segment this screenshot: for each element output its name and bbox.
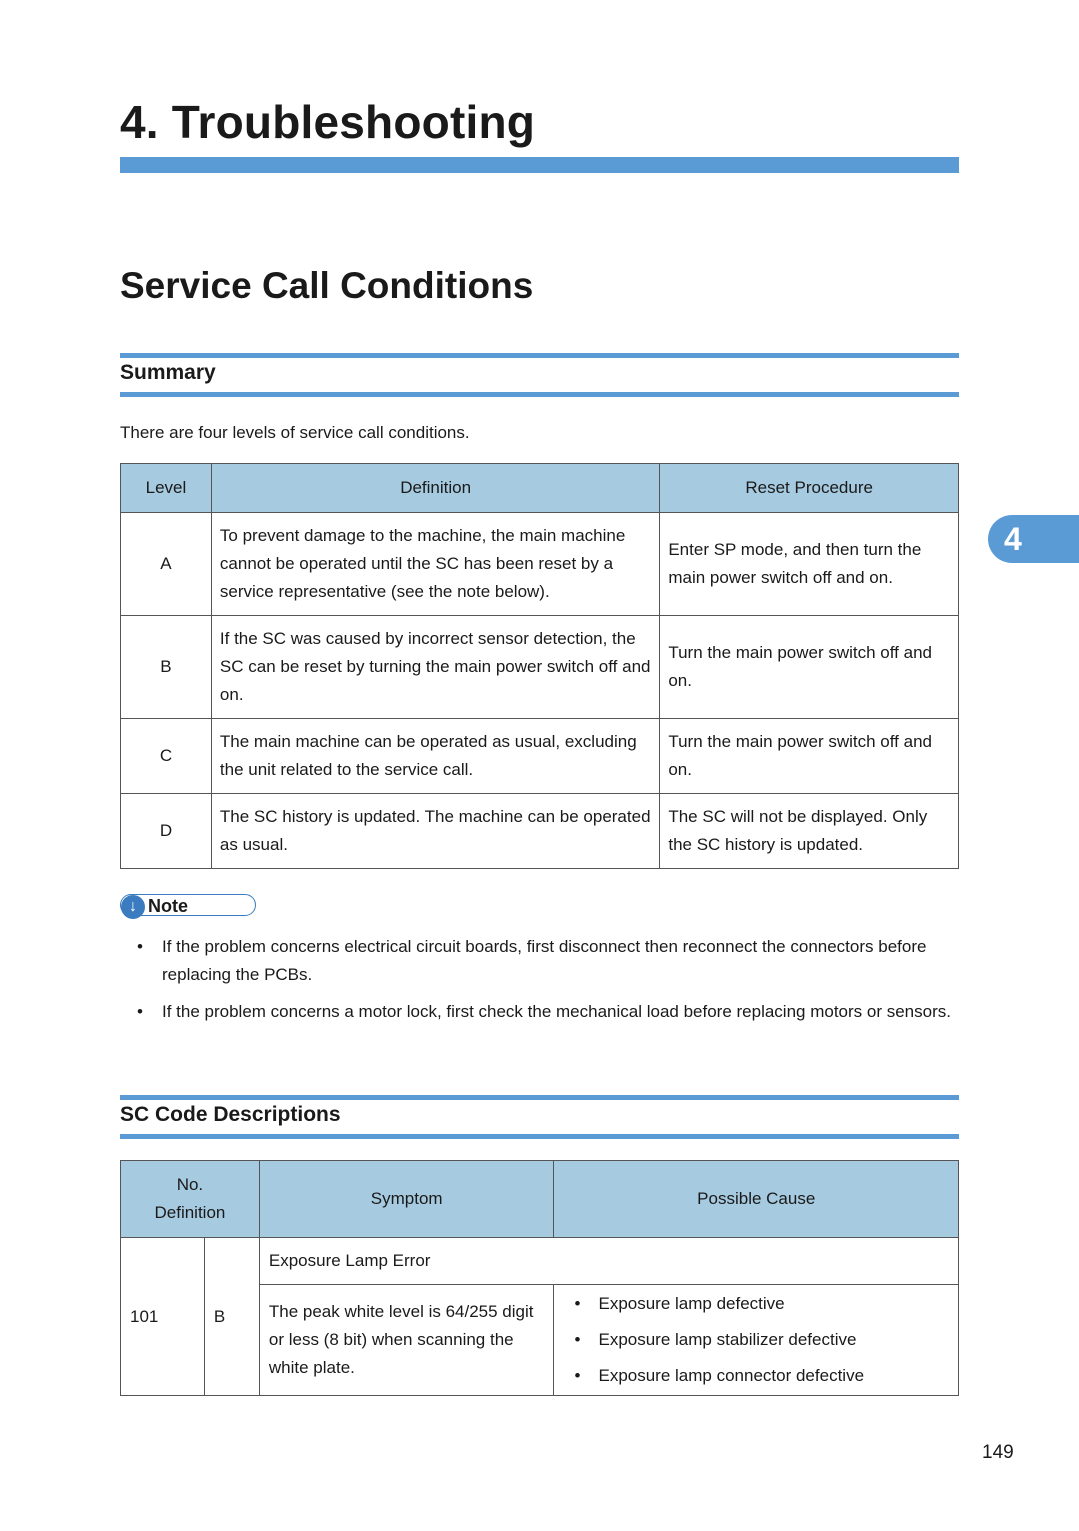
symptom-cell: The peak white level is 64/255 digit or less (8 bit) when scanning the white plate. (259, 1285, 554, 1396)
section-title: Service Call Conditions (120, 265, 534, 306)
summary-intro: There are four levels of service call conditions. (120, 423, 470, 442)
table-row (121, 513, 959, 616)
table-row (121, 794, 959, 869)
bullet-icon: • (137, 937, 143, 956)
reset-procedure-cell: Turn the main power switch off and on. (660, 719, 959, 794)
chapter-rule (120, 157, 959, 173)
note-label: Note (148, 896, 188, 916)
level-cell: C (121, 719, 212, 794)
page-number: 149 (982, 1442, 1014, 1463)
column-header-definition: Definition (154, 1203, 226, 1222)
column-header-reset-procedure: Reset Procedure (660, 464, 959, 513)
list-item (137, 933, 961, 989)
chapter-tab[interactable]: 4 (988, 515, 1079, 563)
level-cell: B (121, 616, 212, 719)
bullet-icon: • (137, 1002, 143, 1021)
sc-codes-rule-top (120, 1095, 959, 1100)
column-header-definition: Definition (211, 464, 659, 513)
reset-procedure-cell: The SC will not be displayed. Only the SC history is updated. (660, 794, 959, 869)
possible-cause-cell (554, 1285, 959, 1396)
cause-list (572, 1286, 949, 1394)
table-row (121, 1238, 959, 1285)
summary-rule-top (120, 353, 959, 358)
level-cell: D (121, 794, 212, 869)
list-item (572, 1286, 949, 1322)
cause-text: Exposure lamp connector defective (598, 1366, 865, 1385)
reset-procedure-cell: Enter SP mode, and then turn the main power switch off and on. (660, 513, 959, 616)
sc-code-table (120, 1160, 959, 1396)
summary-rule-bottom (120, 392, 959, 397)
arrow-down-icon: ↓ (121, 895, 145, 919)
column-header-symptom: Symptom (259, 1161, 554, 1238)
table-header-row (121, 464, 959, 513)
table-row (121, 616, 959, 719)
sc-definition-cell: B (204, 1238, 259, 1396)
column-header-possible-cause: Possible Cause (554, 1161, 959, 1238)
definition-cell: If the SC was caused by incorrect sensor detection, the SC can be reset by turning the main power switch off and on. (211, 616, 659, 719)
chapter-title: 4. Troubleshooting (120, 96, 536, 148)
level-cell: A (121, 513, 212, 616)
note-item-text: If the problem concerns electrical circuit boards, first disconnect then reconnect the connectors before replacing the PCBs. (162, 937, 927, 984)
table-header-row (121, 1161, 959, 1238)
summary-heading: Summary (120, 361, 216, 384)
sc-codes-heading: SC Code Descriptions (120, 1103, 341, 1126)
column-header-level: Level (121, 464, 212, 513)
bullet-icon: • (574, 1294, 581, 1313)
table-row (121, 719, 959, 794)
list-item (572, 1358, 949, 1394)
bullet-icon: • (574, 1330, 581, 1349)
note-list (137, 933, 961, 1035)
column-header-no-definition (121, 1161, 260, 1238)
sc-codes-rule-bottom (120, 1134, 959, 1139)
cause-text: Exposure lamp defective (598, 1294, 785, 1313)
column-header-no: No. (176, 1175, 204, 1194)
definition-cell: To prevent damage to the machine, the main machine cannot be operated until the SC has been reset by a service representative (see the note below). (211, 513, 659, 616)
reset-procedure-cell: Turn the main power switch off and on. (660, 616, 959, 719)
sc-number-cell: 101 (121, 1238, 205, 1396)
list-item (572, 1322, 949, 1358)
sc-title-cell: Exposure Lamp Error (259, 1238, 958, 1285)
cause-text: Exposure lamp stabilizer defective (598, 1330, 857, 1349)
service-call-levels-table (120, 463, 959, 869)
definition-cell: The main machine can be operated as usual, excluding the unit related to the service call. (211, 719, 659, 794)
definition-cell: The SC history is updated. The machine can be operated as usual. (211, 794, 659, 869)
bullet-icon: • (574, 1366, 581, 1385)
note-item-text: If the problem concerns a motor lock, first check the mechanical load before replacing motors or sensors. (162, 1002, 951, 1021)
list-item (137, 998, 961, 1026)
